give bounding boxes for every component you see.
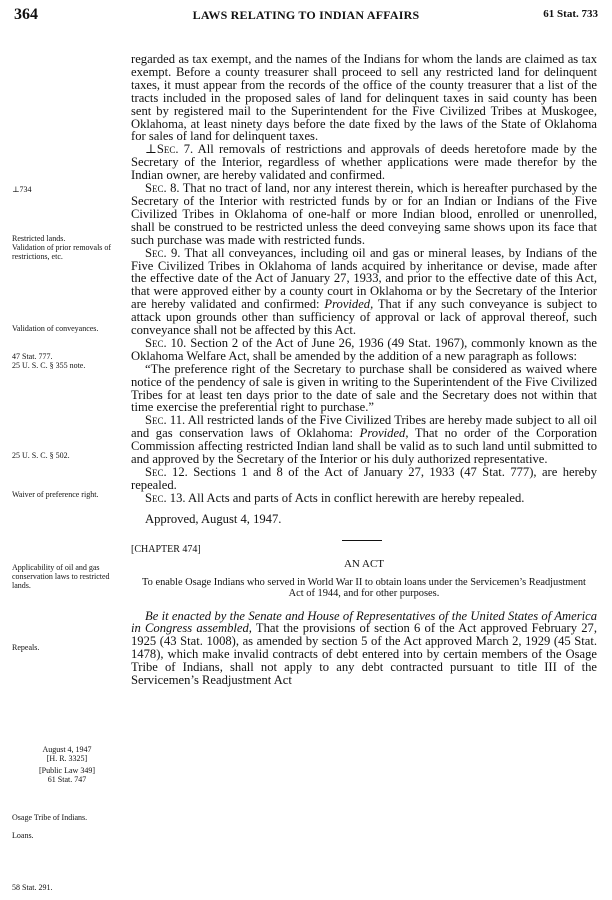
section-9 [131, 247, 597, 337]
section-8-lead: Sec. 8. [145, 181, 180, 196]
enacting-text: That the provisions of section 6 of the Act approved February 27, 1925 (43 Stat. 1008), as amended by section 5 of the Act approved March 2, 1929 (45 Stat. 1478), which make invalid contracts of debt entered into by certain members of the Osage Tribe of Indians, shall not apply to any debt contracted pursuant to title III of the Servicemen’s Readjustment Act [131, 621, 597, 688]
paragraph-tax-exempt: regarded as tax exempt, and the names of the Indians for whom the lands are claimed as tax exempt. Before a county treasurer shall proceed to sell any restricted land for delinquent taxes, it must appear from the records of the office of the county treasurer that a list of the tracts included in the proposed sales of land for delinquent taxes in said county has been sent by registered mail to the Superintendent for the Five Civilized Tribes at Muskogee, Oklahoma, at least ninety days before the date fixed by the laws of the State of Oklahoma for sales of land for delinquent taxes. [131, 52, 597, 144]
section-10-lead: Sec. 10. [145, 335, 187, 350]
note-restricted-lands: Restricted lands. [12, 234, 66, 243]
act-purpose: To enable Osage Indians who served in World War II to obtain loans under the Servicemen’s Readjustment Act of 1944, and for other purposes. [142, 576, 586, 600]
section-9-text-b: That if any such conveyance is subject to attack upon grounds other than sufficiency of approval or lack of approval thereof, such conveyance shall not be affected by this Act. [131, 297, 598, 338]
statute-text [131, 53, 597, 687]
section-10 [131, 337, 597, 363]
approval-line: Approved, August 4, 1947. [145, 511, 282, 526]
section-11-proviso: Provided, [359, 426, 409, 441]
section-12 [131, 466, 597, 492]
section-13-text: All Acts and parts of Acts in conflict herewith are hereby repealed. [188, 490, 525, 505]
note-applicability: Applicability of oil and gas conservation laws to restricted lands. [12, 563, 110, 590]
note-25-usc-502: 25 U. S. C. § 502. [12, 451, 70, 460]
note-hr: [H. R. 3325] [46, 754, 88, 763]
section-11-text-a: All restricted lands of the Five Civilized Tribes are hereby made subject to all oil and gas conservation laws of Oklahoma: [131, 413, 597, 441]
page-break-mark: ⊥734 [12, 185, 32, 194]
section-7-text: All removals of restrictions and approvals of deeds heretofore made by the Secretary of the Interior, regardless of whether applications were made therefor by the Indian owner, are hereby validated and confirmed. [131, 142, 597, 183]
section-9-text-a: That all conveyances, including oil and gas or mineral leases, by Indians of the Five Civilized Tribes in Oklahoma of lands acquired by inheritance or devise, made after the effective date of the Act of January 27, 1933, and prior to the effective date of this Act, that were approved either by a county court in Oklahoma or by the Secretary of the Interior are hereby validated and confirmed: [131, 245, 598, 312]
note-47-stat: 47 Stat. 777. [12, 352, 53, 361]
section-8 [131, 182, 597, 247]
quoted-amendment: “The preference right of the Secretary to purchase shall be considered as waived where notice of the pendency of sale is given in writing to the Superintendent of the Five Civilized Tribes for at least ten days prior to the date of sale and the Secretary does not within that time exercise the preferential right to purchase.” [131, 361, 597, 415]
chapter-heading [131, 540, 597, 556]
section-11-lead: Sec. 11. [145, 413, 186, 428]
note-validation-removals: Validation of prior removals of restrictions, etc. [12, 243, 112, 261]
section-8-text: That no tract of land, nor any interest therein, which is hereafter purchased by the Secretary of the Interior with restricted funds by or for an Indian or Indians of the Five Civilized Tribes in Oklahoma of one-half or more Indian blood, enrolled or unenrolled, shall be construed to be restricted unless the deed conveying same shows upon its face that such purchase was made with restricted funds. [131, 181, 598, 247]
section-7-lead: ⊥Sec. 7. [145, 142, 194, 157]
enacting-formula: Be it enacted by the Senate and House of Representatives of the United States of America in Congress assembled, [131, 608, 597, 636]
note-loans: Loans. [12, 831, 34, 840]
note-public-law: [Public Law 349] [39, 766, 95, 775]
an-act-heading: AN ACT [343, 557, 385, 570]
page-number: 364 [14, 6, 38, 23]
note-osage: Osage Tribe of Indians. [12, 813, 88, 822]
running-title: LAWS RELATING TO INDIAN AFFAIRS [192, 8, 420, 22]
section-11 [131, 414, 597, 466]
margin-notes [0, 0, 125, 900]
section-10-text: Section 2 of the Act of June 26, 1936 (49 Stat. 1967), commonly known as the Oklahoma Welfare Act, shall be amended by the addition of a new paragraph as follows: [131, 335, 597, 363]
section-12-text: Sections 1 and 8 of the Act of January 27, 1933 (47 Stat. 777), are hereby repealed. [131, 465, 597, 492]
note-25-usc-355: 25 U. S. C. § 355 note. [12, 361, 86, 370]
section-11-text-b: That no order of the Corporation Commission affecting restricted Indian land shall be valid as to such land until submitted to and approved by the Secretary of the Interior or his duly authorized representative. [131, 426, 598, 467]
section-12-lead: Sec. 12. [145, 465, 188, 479]
chapter-number: [CHAPTER 474] [131, 543, 201, 555]
section-7 [131, 143, 597, 182]
note-repeals: Repeals. [12, 643, 40, 652]
enacting-clause [131, 610, 597, 687]
note-date: August 4, 1947 [42, 745, 92, 754]
section-9-lead: Sec. 9. [145, 245, 181, 260]
separator-rule [342, 540, 382, 541]
note-waiver: Waiver of preference right. [12, 490, 99, 499]
section-13 [131, 492, 597, 505]
note-58-stat: 58 Stat. 291. [12, 883, 53, 892]
statute-reference: 61 Stat. 733 [543, 8, 598, 20]
section-13-lead: Sec. 13. [145, 490, 186, 505]
note-validation-conveyances: Validation of conveyances. [12, 324, 99, 333]
section-9-proviso: Provided, [324, 297, 374, 312]
note-61-stat: 61 Stat. 747 [47, 775, 87, 784]
